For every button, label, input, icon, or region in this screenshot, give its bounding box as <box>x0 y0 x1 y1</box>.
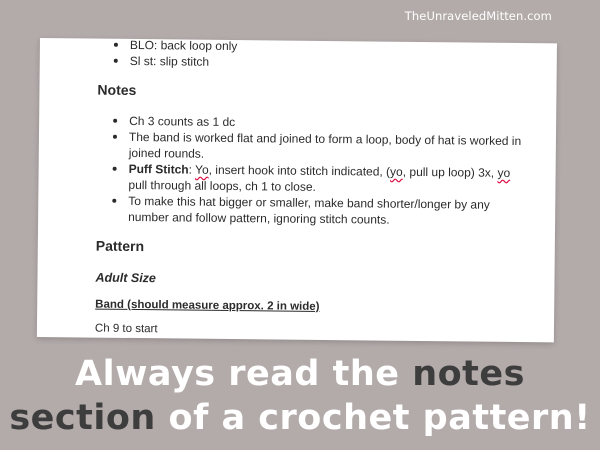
note-text: The band is worked flat and joined to form a loop, body of hat is worked in <box>128 129 522 149</box>
list-item: Sl st: slip stitch <box>98 53 238 70</box>
pattern-document-excerpt <box>37 38 557 342</box>
notes-list <box>96 113 537 230</box>
note-text: Yo <box>195 162 209 177</box>
note-text: yo <box>497 165 511 180</box>
list-item <box>96 193 536 230</box>
abbreviation-list <box>98 38 238 70</box>
band-heading: Band (should measure approx. 2 in wide) <box>95 298 320 313</box>
puff-stitch-label: Puff Stitch <box>128 161 189 177</box>
caption-highlight: section <box>9 398 156 438</box>
note-text: number and follow pattern, ignoring stitch counts. <box>128 209 390 227</box>
note-text: pull through all loops, ch 1 to close. <box>128 177 316 194</box>
note-text: joined rounds. <box>128 145 205 161</box>
list-item <box>97 129 537 166</box>
caption-text: of a crochet pattern! <box>155 398 591 438</box>
note-text: Ch 3 counts as 1 dc <box>129 113 236 130</box>
caption-highlight: notes <box>412 354 525 394</box>
note-text: yo <box>390 164 403 179</box>
note-text: , insert hook into stitch indicated, ( <box>208 162 391 179</box>
notes-heading: Notes <box>97 81 137 99</box>
caption-text: Always read the <box>75 354 413 394</box>
site-watermark: TheUnraveledMitten.com <box>404 9 552 23</box>
caption <box>0 352 600 440</box>
note-text: , pull up loop) 3x, <box>402 164 498 180</box>
list-item: BLO: back loop only <box>98 38 238 54</box>
adult-size-heading: Adult Size <box>95 270 156 286</box>
list-item <box>96 161 536 198</box>
note-text: To make this hat bigger or smaller, make band shorter/longer by any <box>128 193 490 212</box>
note-text: : <box>188 162 196 177</box>
start-instruction: Ch 9 to start <box>94 322 158 336</box>
pattern-heading: Pattern <box>95 237 145 255</box>
